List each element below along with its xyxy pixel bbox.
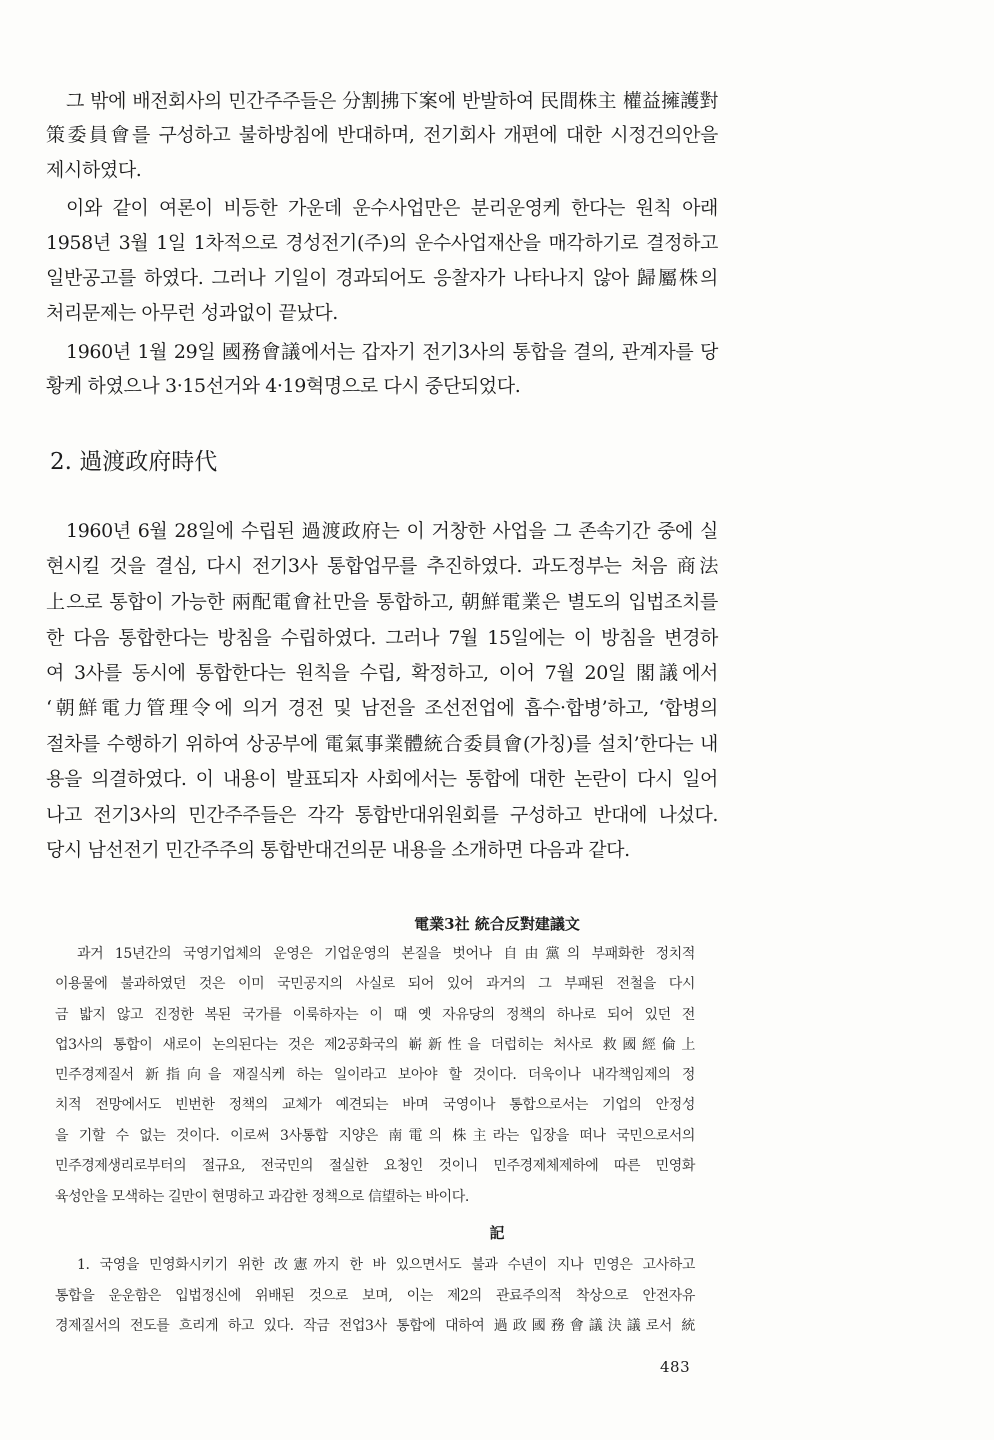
body-text-line: 나고 전기3사의 민간주주들은 각각 통합반대위원회를 구성하고 반대에 나섰다. [46,804,718,826]
petition-item-line: 통합을 운운함은 입법정신에 위배된 것으로 보며, 이는 제2의 관료주의적 착상으로 안전자유 [55,1288,695,1304]
body-text-line: 절차를 수행하기 위하여 상공부에 電氣事業體統合委員會(가칭)를 설치’한다는 내 [46,733,718,755]
page-number: 483 [660,1358,691,1376]
petition-gi-heading: 記 [489,1224,505,1242]
body-text-line: 그 밖에 배전회사의 민간주주들은 分割拂下案에 반발하여 民間株主 權益擁護對 [66,90,718,112]
body-text-line: 한 다음 통합한다는 방침을 수립하였다. 그러나 7월 15일에는 이 방침을 변경하 [46,627,718,649]
petition-text-line: 민주경제생리로부터의 절규요, 전국민의 절실한 요청인 것이니 민주경제체제하에 따른 민영화 [55,1158,695,1174]
body-text-line: 제시하였다. [46,159,142,181]
body-text-line: 당시 남선전기 민간주주의 통합반대건의문 내용을 소개하면 다음과 같다. [46,839,630,861]
body-text-line: 여 3사를 동시에 통합한다는 원칙을 수립, 확정하고, 이어 7월 20일 閣議에서 [46,662,718,684]
petition-text-line: 금 밟지 않고 진정한 복된 국가를 이룩하자는 이 때 옛 자유당의 정책의 하나로 되어 있던 전 [55,1007,695,1023]
body-text-line: 처리문제는 아무런 성과없이 끝났다. [46,302,338,324]
body-text-line: 1960년 6월 28일에 수립된 過渡政府는 이 거창한 사업을 그 존속기간 중에 실 [66,520,718,542]
body-text-line: 上으로 통합이 가능한 兩配電會社만을 통합하고, 朝鮮電業은 별도의 입법조치를 [46,591,718,613]
petition-text-line: 을 기할 수 없는 것이다. 이로써 3사통합 지양은 南電의 株主라는 입장을 떠나 국민으로서의 [55,1128,695,1144]
body-text-line: 1960년 1월 29일 國務會議에서는 갑자기 전기3사의 통합을 결의, 관계자를 당 [66,341,718,363]
petition-title: 電業3社 統合反對建議文 [414,915,580,933]
petition-text-line: 육성안을 모색하는 길만이 현명하고 과감한 정책으로 信望하는 바이다. [55,1189,469,1205]
body-text-line: 策委員會를 구성하고 불하방침에 반대하며, 전기회사 개편에 대한 시정건의안을 [46,124,718,146]
petition-item-line: 경제질서의 전도를 흐리게 하고 있다. 작금 전업3사 통합에 대하여 過政國務會議決議로서 統 [55,1318,695,1334]
section-heading: 2. 過渡政府時代 [50,449,218,475]
body-text-line: 1958년 3월 1일 1차적으로 경성전기(주)의 운수사업재산을 매각하기로 결정하고 [46,232,718,254]
petition-text-line: 치적 전망에서도 빈번한 정책의 교체가 예견되는 바며 국영이나 통합으로서는 기업의 안정성 [55,1097,695,1113]
body-text-line: ‘朝鮮電力管理令에 의거 경전 및 남전을 조선전업에 흡수·합병’하고, ‘합병의 [46,697,718,719]
body-text-line: 이와 같이 여론이 비등한 가운데 운수사업만은 분리운영케 한다는 원칙 아래 [66,197,718,219]
petition-text-line: 민주경제질서 新指向을 재질식케 하는 일이라고 보아야 할 것이다. 더욱이나 내각책임제의 정 [55,1067,695,1083]
body-text-line: 일반공고를 하였다. 그러나 기일이 경과되어도 응찰자가 나타나지 않아 歸屬株의 [46,267,718,289]
petition-text-line: 이용물에 불과하였던 것은 이미 국민공지의 사실로 되어 있어 과거의 그 부패된 전철을 다시 [55,976,695,992]
body-text-line: 황케 하였으나 3·15선거와 4·19혁명으로 다시 중단되었다. [46,375,521,397]
body-text-line: 현시킬 것을 결심, 다시 전기3사 통합업무를 추진하였다. 과도정부는 처음 商法 [46,555,718,577]
petition-item-line: 1. 국영을 민영화시키기 위한 改憲까지 한 바 있으면서도 불과 수년이 지나 민영은 고사하고 [77,1257,695,1273]
petition-text-line: 과거 15년간의 국영기업체의 운영은 기업운영의 본질을 벗어나 自由黨의 부패화한 정치적 [77,946,695,962]
petition-text-line: 업3사의 통합이 새로이 논의된다는 것은 제2공화국의 嶄新性을 더럽히는 처사로 救國經倫上 [55,1037,695,1053]
body-text-line: 용을 의결하였다. 이 내용이 발표되자 사회에서는 통합에 대한 논란이 다시 일어 [46,768,718,790]
